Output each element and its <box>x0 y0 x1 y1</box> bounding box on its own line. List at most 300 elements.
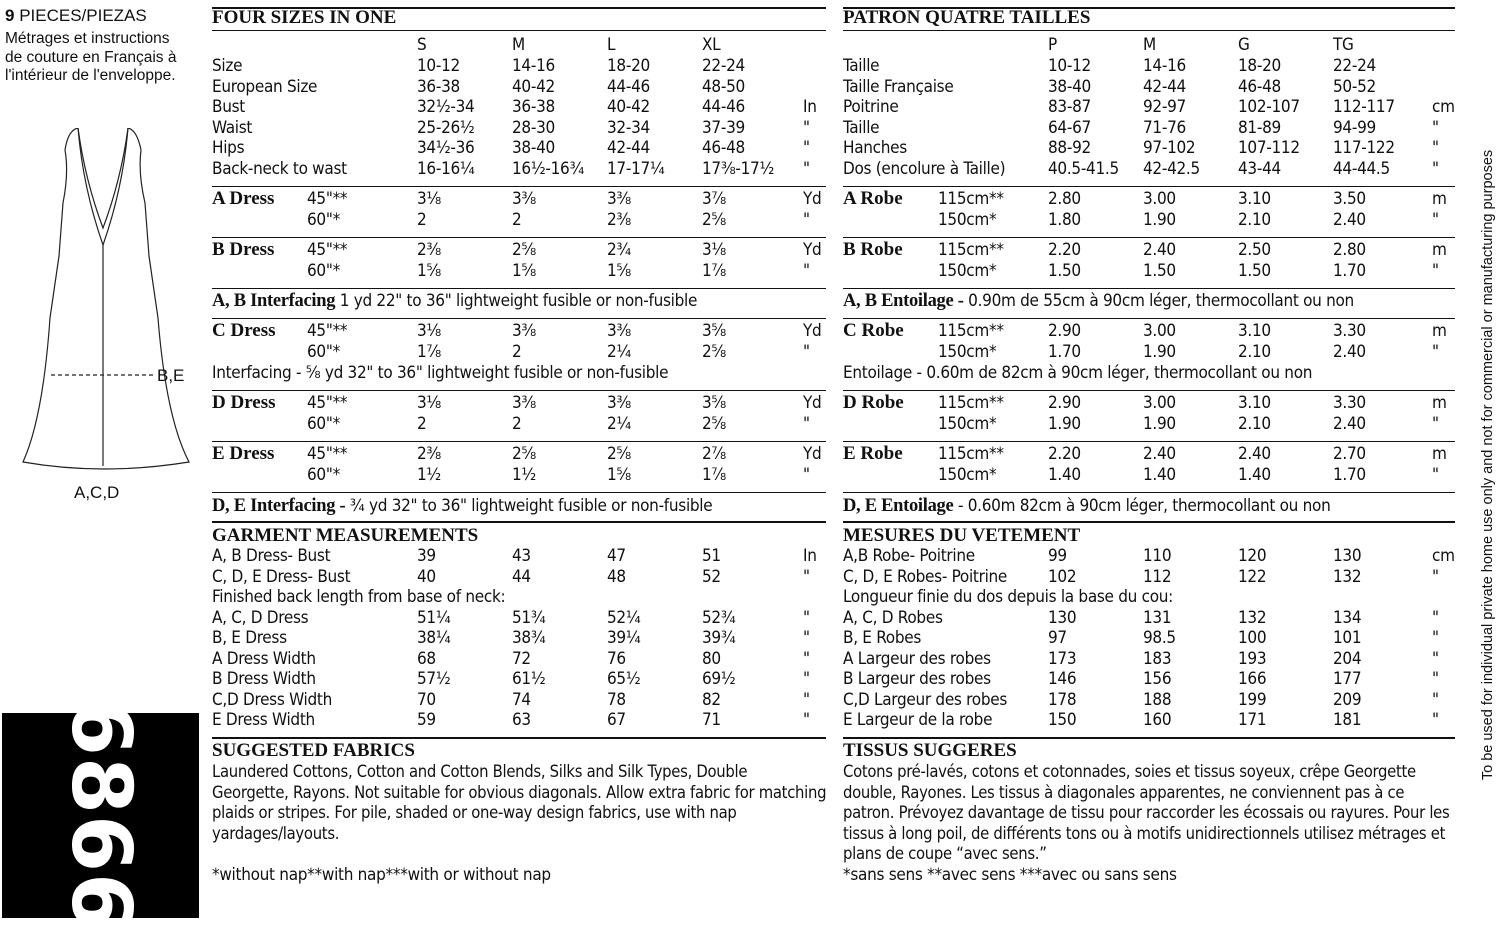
yardage-value: 2⅜ <box>417 444 441 464</box>
measure-value: 14-16 <box>1143 56 1186 76</box>
measure-value: 38-40 <box>512 138 555 158</box>
unit: In <box>803 546 817 566</box>
unit: cm <box>1432 97 1455 117</box>
interfacing-ab <box>212 291 697 311</box>
measure-value: 22-24 <box>702 56 745 76</box>
garment-label: E Largeur de la robe <box>843 710 993 730</box>
unit: " <box>1432 648 1439 669</box>
garment-value: 99 <box>1048 546 1067 566</box>
row-rule <box>843 318 1455 319</box>
garment-value: 59 <box>417 710 436 730</box>
size-header: S <box>417 35 427 55</box>
interfacing-ab <box>843 291 1354 311</box>
garment-label: A, C, D Dress <box>212 607 309 628</box>
yardage-value: 2⅝ <box>702 413 726 434</box>
pattern-number: 6866 <box>53 698 148 931</box>
yardage-value: 1.50 <box>1048 260 1081 281</box>
yardage-value: 2 <box>417 413 427 434</box>
measure-value: 42-44 <box>1143 76 1186 97</box>
yardage-value: 2 <box>512 413 522 434</box>
yardage-value: 1⅝ <box>607 260 631 281</box>
garment-value: 101 <box>1333 628 1362 648</box>
garment-value: 120 <box>1238 546 1267 566</box>
unit: " <box>1432 669 1439 689</box>
measure-value: 17⅜-17½ <box>702 158 774 179</box>
measure-value: 92-97 <box>1143 97 1186 117</box>
unit: Yd <box>803 393 822 413</box>
unit: m <box>1432 189 1447 209</box>
unit: Yd <box>803 321 822 341</box>
garment-label: B Largeur des robes <box>843 669 991 689</box>
unit: " <box>1432 710 1439 730</box>
size-header: XL <box>702 35 721 55</box>
measure-label: Taille <box>843 56 880 76</box>
fabrics-title: TISSUS SUGGERES <box>843 740 1017 761</box>
yardage-value: 1.40 <box>1238 464 1271 485</box>
measure-label: Back-neck to wast <box>212 158 347 179</box>
garment-label: C, D, E Dress- Bust <box>212 566 351 587</box>
garment-value: 80 <box>702 648 721 669</box>
garment-value: 43 <box>512 546 531 566</box>
fabrics-text: Laundered Cottons, Cotton and Cotton Blends, Silks and Silk Types, Double Georgette, Rayons. Not suitable for obvious diagonals. Allow extra fabric for matching plaids or stripes. For pile, shaded or one-way design fabrics, use with nap yardages/layouts. <box>212 762 827 843</box>
measure-value: 10-12 <box>1048 56 1091 76</box>
interfacing-de-label: D, E Entoilage <box>843 496 954 516</box>
size-header: M <box>1143 35 1156 55</box>
unit: " <box>803 464 810 485</box>
measure-value: 34½-36 <box>417 138 475 158</box>
yardage-value: 2⅝ <box>702 209 726 230</box>
view-label: A Dress <box>212 188 275 209</box>
measure-label: Dos (encolure à Taille) <box>843 158 1006 179</box>
row-rule <box>212 30 826 31</box>
garment-value: 39¼ <box>607 628 641 648</box>
measure-value: 44-46 <box>607 76 650 97</box>
unit: Yd <box>803 444 822 464</box>
dress-illustration <box>20 128 200 473</box>
fabric-width: 45"** <box>307 393 348 413</box>
measure-value: 46-48 <box>702 138 745 158</box>
unit: " <box>803 710 810 730</box>
measure-value: 44-46 <box>702 97 745 117</box>
garment-value: 39¾ <box>702 628 736 648</box>
garment-value: 156 <box>1143 669 1172 689</box>
garment-value: 183 <box>1143 648 1172 669</box>
yardage-value: 1⅞ <box>417 341 441 362</box>
yardage-value: 1⅝ <box>512 260 536 281</box>
yardage-value: 2¼ <box>607 413 631 434</box>
measure-value: 44-44.5 <box>1333 158 1390 179</box>
garment-value: 70 <box>417 689 436 710</box>
yardage-value: 2.40 <box>1143 444 1176 464</box>
interfacing-de-label: D, E Interfacing - <box>212 496 346 516</box>
size-header: P <box>1048 35 1057 55</box>
measure-value: 18-20 <box>607 56 650 76</box>
yardage-value: 1.70 <box>1048 341 1081 362</box>
unit: " <box>1432 607 1439 628</box>
fabric-width: 150cm* <box>938 464 997 485</box>
garment-value: 132 <box>1333 566 1362 587</box>
yardage-value: 3⅛ <box>417 189 441 209</box>
size-header: TG <box>1333 35 1354 55</box>
garment-value: 78 <box>607 689 626 710</box>
garment-measurements-title: GARMENT MEASUREMENTS <box>212 525 479 546</box>
unit: " <box>803 669 810 689</box>
unit: " <box>803 648 810 669</box>
measure-value: 32½-34 <box>417 97 475 117</box>
yardage-value: 1.70 <box>1333 260 1366 281</box>
yardage-value: 2 <box>512 341 522 362</box>
garment-value: 38¾ <box>512 628 546 648</box>
measure-value: 38-40 <box>1048 76 1091 97</box>
section-rule <box>843 737 1455 739</box>
section-rule <box>212 737 826 739</box>
measure-value: 50-52 <box>1333 76 1376 97</box>
yardage-value: 3.30 <box>1333 393 1366 413</box>
unit: " <box>803 413 810 434</box>
yardage-value: 1.80 <box>1048 209 1081 230</box>
row-rule <box>843 492 1455 493</box>
measure-value: 22-24 <box>1333 56 1376 76</box>
yardage-value: 2.90 <box>1048 321 1081 341</box>
measure-value: 36-38 <box>417 76 460 97</box>
yardage-value: 3⅜ <box>607 321 631 341</box>
row-rule <box>212 492 826 493</box>
garment-value: 160 <box>1143 710 1172 730</box>
measure-label: Taille <box>843 117 880 138</box>
pieces-label: PIECES/PIEZAS <box>14 6 147 25</box>
garment-value: 193 <box>1238 648 1267 669</box>
fabric-width: 60"* <box>307 341 340 362</box>
unit: " <box>1432 566 1439 587</box>
fabric-width: 45"** <box>307 189 348 209</box>
yardage-value: 3⅜ <box>512 189 536 209</box>
yardage-value: 3⅝ <box>702 393 726 413</box>
measure-value: 37-39 <box>702 117 745 138</box>
unit: m <box>1432 240 1447 260</box>
measure-label: Hips <box>212 138 245 158</box>
yardage-value: 2.10 <box>1238 341 1271 362</box>
measure-value: 28-30 <box>512 117 555 138</box>
view-label: B Robe <box>843 239 903 260</box>
fabric-width: 115cm** <box>938 321 1004 341</box>
unit: m <box>1432 444 1447 464</box>
measure-value: 10-12 <box>417 56 460 76</box>
yardage-value: 2.50 <box>1238 240 1271 260</box>
yardage-value: 3⅜ <box>607 189 631 209</box>
garment-value: 38¼ <box>417 628 451 648</box>
fabric-width: 60"* <box>307 464 340 485</box>
garment-value: 72 <box>512 648 531 669</box>
yardage-value: 2.20 <box>1048 444 1081 464</box>
measure-value: 107-112 <box>1238 138 1300 158</box>
pieces-count: 9 <box>5 6 15 25</box>
garment-value: 39 <box>417 546 436 566</box>
footnote: *sans sens **avec sens ***avec ou sans sens <box>843 865 1177 885</box>
unit: " <box>1432 341 1439 362</box>
garment-value: 51 <box>702 546 721 566</box>
yardage-value: 2.20 <box>1048 240 1081 260</box>
yardage-value: 2¼ <box>607 341 631 362</box>
row-rule <box>212 318 826 319</box>
yardage-value: 3.50 <box>1333 189 1366 209</box>
unit: " <box>803 341 810 362</box>
measure-label: Taille Française <box>843 76 954 97</box>
measure-value: 48-50 <box>702 76 745 97</box>
row-rule <box>843 288 1455 289</box>
fabric-width: 150cm* <box>938 209 997 230</box>
unit: " <box>803 138 810 158</box>
yardage-value: 1½ <box>512 464 536 485</box>
yardage-value: 3.00 <box>1143 189 1176 209</box>
yardage-value: 3⅜ <box>512 393 536 413</box>
garment-value: 178 <box>1048 689 1077 710</box>
unit: m <box>1432 321 1447 341</box>
measure-label: Hanches <box>843 138 907 158</box>
yardage-value: 2.90 <box>1048 393 1081 413</box>
garment-measurements-title: MESURES DU VETEMENT <box>843 525 1081 546</box>
yardage-value: 1½ <box>417 464 441 485</box>
unit: " <box>1432 628 1439 648</box>
garment-value: 52¾ <box>702 607 736 628</box>
measure-label: Poitrine <box>843 97 899 117</box>
unit: " <box>1432 209 1439 230</box>
measure-value: 16-16¼ <box>417 158 475 179</box>
garment-label: A, C, D Robes <box>843 607 943 628</box>
table-title: PATRON QUATRE TAILLES <box>843 7 1091 28</box>
row-rule <box>212 186 826 187</box>
fabric-width: 150cm* <box>938 341 997 362</box>
garment-value: 150 <box>1048 710 1077 730</box>
garment-value: 130 <box>1333 546 1362 566</box>
section-rule <box>843 521 1455 523</box>
garment-value: 131 <box>1143 607 1172 628</box>
garment-value: 51¼ <box>417 607 451 628</box>
measure-value: 88-92 <box>1048 138 1091 158</box>
yardage-value: 2⅝ <box>512 444 536 464</box>
pattern-number-box <box>2 698 199 931</box>
fabric-width: 115cm** <box>938 444 1004 464</box>
yardage-value: 1.40 <box>1048 464 1081 485</box>
interfacing-de <box>212 496 712 516</box>
garment-value: 48 <box>607 566 626 587</box>
garment-value: 146 <box>1048 669 1077 689</box>
fabric-width: 45"** <box>307 444 348 464</box>
garment-value: 82 <box>702 689 721 710</box>
unit: " <box>803 158 810 179</box>
measure-label: Waist <box>212 117 253 138</box>
interfacing-de-text: - 0.60m 82cm à 90cm léger, thermocollant ou non <box>953 496 1331 516</box>
garment-value: 166 <box>1238 669 1267 689</box>
section-rule <box>212 521 826 523</box>
size-header: M <box>512 35 525 55</box>
garment-value: 57½ <box>417 669 451 689</box>
yardage-value: 1.50 <box>1143 260 1176 281</box>
garment-value: 188 <box>1143 689 1172 710</box>
garment-label: E Dress Width <box>212 710 315 730</box>
yardage-value: 1.90 <box>1143 413 1176 434</box>
garment-value: 112 <box>1143 566 1172 587</box>
garment-label: A, B Dress- Bust <box>212 546 331 566</box>
yardage-value: 1.90 <box>1143 209 1176 230</box>
row-rule <box>843 30 1455 31</box>
measure-value: 102-107 <box>1238 97 1300 117</box>
measure-value: 36-38 <box>512 97 555 117</box>
garment-value: 67 <box>607 710 626 730</box>
garment-value: 173 <box>1048 648 1077 669</box>
view-label: D Robe <box>843 392 904 413</box>
interfacing-ab-label: A, B Interfacing <box>212 291 336 311</box>
yardage-value: 2.80 <box>1333 240 1366 260</box>
yardage-value: 2⅝ <box>512 240 536 260</box>
row-rule <box>212 441 826 442</box>
garment-label: B Dress Width <box>212 669 316 689</box>
yardage-value: 2.40 <box>1333 209 1366 230</box>
view-label: C Dress <box>212 320 276 341</box>
interfacing-de <box>843 496 1330 516</box>
measure-label: Size <box>212 56 243 76</box>
view-label-be: B,E <box>157 366 185 385</box>
yardage-value: 3.00 <box>1143 321 1176 341</box>
yardage-value: 2.40 <box>1238 444 1271 464</box>
measure-value: 14-16 <box>512 56 555 76</box>
yardage-value: 3⅞ <box>702 189 726 209</box>
garment-value: 69½ <box>702 669 736 689</box>
yardage-value: 2.80 <box>1048 189 1081 209</box>
garment-value: 132 <box>1238 607 1267 628</box>
interfacing-ab-text: 0.90m de 55cm à 90cm léger, thermocollant ou non <box>963 291 1354 311</box>
yardage-value: 3⅜ <box>607 393 631 413</box>
yardage-value: 2¾ <box>607 240 631 260</box>
measure-value: 94-99 <box>1333 117 1376 138</box>
yardage-value: 2⅜ <box>417 240 441 260</box>
unit: " <box>1432 260 1439 281</box>
view-label: C Robe <box>843 320 904 341</box>
row-rule <box>212 237 826 238</box>
measure-value: 46-48 <box>1238 76 1281 97</box>
yardage-value: 1⅞ <box>702 464 726 485</box>
measure-label: European Size <box>212 76 318 97</box>
unit: " <box>1432 464 1439 485</box>
french-note <box>5 30 176 86</box>
yardage-value: 3.10 <box>1238 189 1271 209</box>
measure-value: 112-117 <box>1333 97 1395 117</box>
unit: " <box>803 689 810 710</box>
row-rule <box>843 441 1455 442</box>
yardage-value: 2⅞ <box>702 444 726 464</box>
yardage-value: 3.10 <box>1238 321 1271 341</box>
garment-value: 52¼ <box>607 607 641 628</box>
unit: " <box>803 628 810 648</box>
fabrics-title: SUGGESTED FABRICS <box>212 740 415 761</box>
garment-label: Longueur finie du dos depuis la base du cou: <box>843 587 1174 607</box>
unit: cm <box>1432 546 1455 566</box>
measure-value: 64-67 <box>1048 117 1091 138</box>
measure-value: 43-44 <box>1238 158 1281 179</box>
measure-value: 83-87 <box>1048 97 1091 117</box>
garment-value: 110 <box>1143 546 1172 566</box>
garment-value: 44 <box>512 566 531 587</box>
garment-value: 47 <box>607 546 626 566</box>
fabric-width: 60"* <box>307 260 340 281</box>
yardage-value: 1.90 <box>1143 341 1176 362</box>
garment-value: 65½ <box>607 669 641 689</box>
fabric-width: 60"* <box>307 413 340 434</box>
interfacing-ab-label: A, B Entoilage - <box>843 291 964 311</box>
measure-value: 40.5-41.5 <box>1048 158 1119 179</box>
yardage-value: 1.40 <box>1143 464 1176 485</box>
unit: " <box>1432 117 1439 138</box>
yardage-value: 2.40 <box>1333 413 1366 434</box>
unit: " <box>1432 158 1439 179</box>
fabric-width: 150cm* <box>938 413 997 434</box>
garment-value: 199 <box>1238 689 1267 710</box>
unit: Yd <box>803 189 822 209</box>
measure-value: 32-34 <box>607 117 650 138</box>
view-label: E Dress <box>212 443 275 464</box>
garment-label: C,D Largeur des robes <box>843 689 1008 710</box>
note-line: Métrages et instructions <box>5 30 170 47</box>
garment-value: 76 <box>607 648 626 669</box>
yardage-value: 1⅝ <box>607 464 631 485</box>
yardage-value: 1.90 <box>1048 413 1081 434</box>
yardage-value: 1.50 <box>1238 260 1271 281</box>
fabric-width: 115cm** <box>938 189 1004 209</box>
garment-value: 61½ <box>512 669 546 689</box>
garment-value: 171 <box>1238 710 1267 730</box>
garment-value: 100 <box>1238 628 1267 648</box>
measure-value: 40-42 <box>607 97 650 117</box>
usage-disclaimer: To be used for individual private home use only and not for commercial or manufacturing purposes <box>1480 149 1496 781</box>
garment-label: A,B Robe- Poitrine <box>843 546 975 566</box>
interfacing-de-text: ¾ yd 32" to 36" lightweight fusible or non-fusible <box>345 496 713 516</box>
row-rule <box>212 288 826 289</box>
yardage-value: 3⅛ <box>417 321 441 341</box>
garment-value: 51¾ <box>512 607 546 628</box>
yardage-value: 3.30 <box>1333 321 1366 341</box>
unit: " <box>803 117 810 138</box>
note-line: l'intérieur de l'enveloppe. <box>5 67 176 84</box>
garment-value: 122 <box>1238 566 1267 587</box>
row-rule <box>843 186 1455 187</box>
garment-label: Finished back length from base of neck: <box>212 587 506 607</box>
fabric-width: 45"** <box>307 321 348 341</box>
yardage-value: 2.70 <box>1333 444 1366 464</box>
yardage-value: 2⅝ <box>702 341 726 362</box>
unit: In <box>803 97 817 117</box>
measure-value: 71-76 <box>1143 117 1186 138</box>
garment-label: C,D Dress Width <box>212 689 332 710</box>
unit: " <box>803 260 810 281</box>
fabric-width: 150cm* <box>938 260 997 281</box>
yardage-value: 1.70 <box>1333 464 1366 485</box>
yardage-value: 3⅛ <box>702 240 726 260</box>
row-rule <box>212 390 826 391</box>
yardage-value: 2⅜ <box>607 209 631 230</box>
yardage-value: 2.10 <box>1238 209 1271 230</box>
view-label: E Robe <box>843 443 903 464</box>
garment-label: B, E Robes <box>843 628 922 648</box>
garment-value: 181 <box>1333 710 1362 730</box>
garment-value: 134 <box>1333 607 1362 628</box>
garment-value: 97 <box>1048 628 1067 648</box>
unit: m <box>1432 393 1447 413</box>
measure-label: Bust <box>212 97 245 117</box>
yardage-value: 3.10 <box>1238 393 1271 413</box>
interfacing-c: Entoilage - 0.60m de 82cm à 90cm léger, thermocollant ou non <box>843 363 1313 383</box>
fabrics-text: Cotons pré-lavés, cotons et cotonnades, soies et tissus soyeux, crêpe Georgette double, Rayones. Les tissus à diagonales apparentes, ne conviennent pas à ce patron. Prévoyez davantage de tissu pour raccorder les écossais ou rayures. Pour les tissus à long poil, de différents tons ou à motifs unidirectionnels utilisez métrages et plans de coupe “avec sens.” <box>843 762 1450 863</box>
garment-value: 177 <box>1333 669 1362 689</box>
yardage-value: 2.40 <box>1333 341 1366 362</box>
